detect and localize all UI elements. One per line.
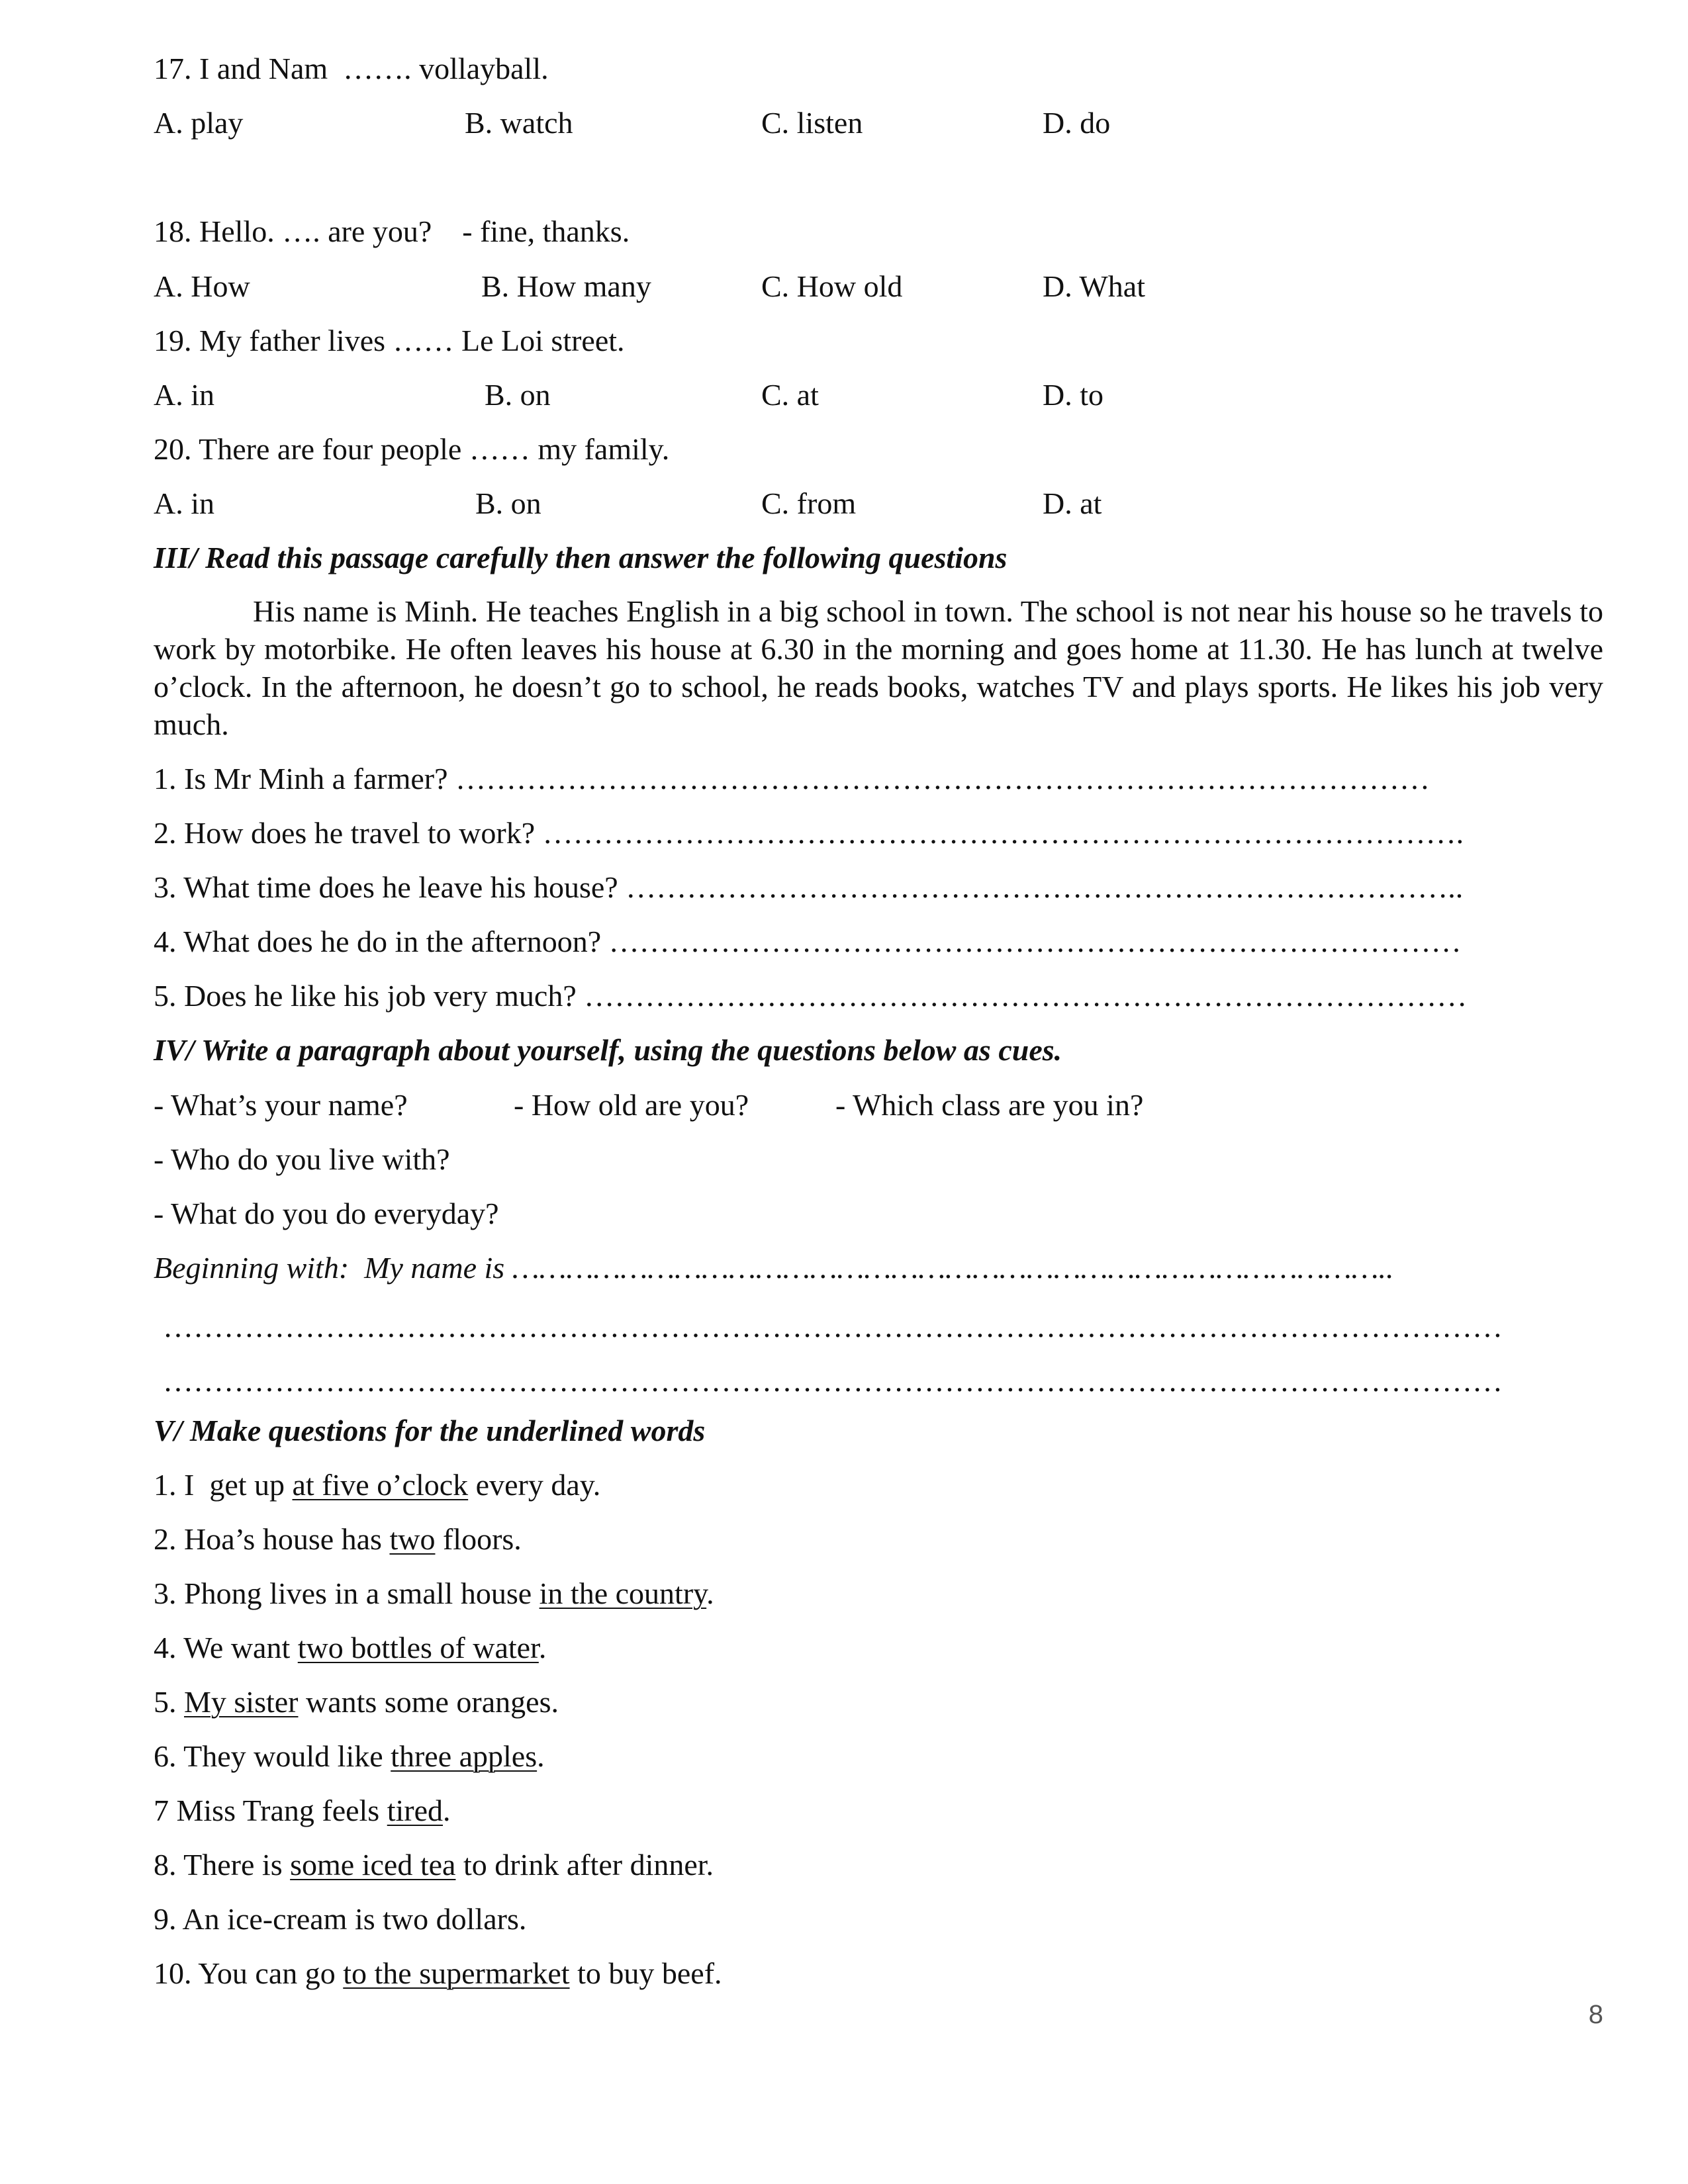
q20-option-a: A. in (154, 486, 214, 520)
q19-option-a: A. in (154, 378, 214, 412)
q20-option-b: B. on (475, 486, 541, 520)
writing-line-1: …………………………………………………………………………………………………………………… (163, 1310, 1503, 1343)
transform-item-4: 4. We want two bottles of water. (154, 1631, 547, 1664)
cue-live-with: - Who do you live with? (154, 1142, 450, 1176)
reading-question-3: 3. What time does he leave his house? ……………………………………………………………………….. (154, 870, 1464, 904)
underlined-phrase: two bottles of water (297, 1631, 539, 1664)
cue-class: - Which class are you in? (835, 1088, 1144, 1122)
q20-option-c: C. from (761, 486, 857, 520)
q17-option-b: B. watch (465, 106, 573, 140)
underlined-phrase: some iced tea (290, 1848, 456, 1882)
section-iii-heading: III/ Read this passage carefully then answer the following questions (154, 541, 1008, 574)
q18-option-a: A. How (154, 269, 250, 303)
section-v-heading: V/ Make questions for the underlined words (154, 1414, 706, 1447)
reading-question-5: 5. Does he like his job very much? …………………………………………………………………………… (154, 979, 1468, 1013)
question-17: 17. I and Nam ……. vollayball. (154, 52, 549, 85)
page-number: 8 (1588, 2000, 1603, 2029)
transform-item-3: 3. Phong lives in a small house in the country. (154, 1576, 714, 1610)
q18-option-d: D. What (1043, 269, 1146, 303)
transform-item-8: 8. There is some iced tea to drink after dinner. (154, 1848, 714, 1882)
transform-item-9: 9. An ice-cream is two dollars. (154, 1902, 527, 1936)
reading-passage: His name is Minh. He teaches English in a big school in town. The school is not near his house so he travels to work by motorbike. He often leaves his house at 6.30 in the morning and goes home at 11.30. He has lunch at twelve o’clock. In the afternoon, he doesn’t go to school, he reads books, watches TV and plays sports. He likes his job very much. (154, 594, 1603, 741)
transform-item-5: 5. My sister wants some oranges. (154, 1685, 559, 1719)
transform-item-1: 1. I get up at five o’clock every day. (154, 1468, 601, 1502)
q19-option-d: D. to (1043, 378, 1103, 412)
transform-item-2: 2. Hoa’s house has two floors. (154, 1522, 522, 1556)
underlined-phrase: in the country (539, 1576, 707, 1610)
question-19: 19. My father lives …… Le Loi street. (154, 324, 625, 357)
question-18: 18. Hello. …. are you? - fine, thanks. (154, 214, 630, 248)
underlined-phrase: tired (387, 1794, 444, 1827)
q19-option-c: C. at (761, 378, 819, 412)
q18-option-b: B. How many (481, 269, 651, 303)
underlined-phrase: My sister (184, 1685, 299, 1719)
q17-option-d: D. do (1043, 106, 1111, 140)
underlined-phrase: to the supermarket (343, 1956, 570, 1990)
underlined-phrase: three apples (391, 1739, 538, 1773)
reading-question-2: 2. How does he travel to work? ………………………………………………………………………………. (154, 816, 1464, 850)
q17-option-c: C. listen (761, 106, 863, 140)
q19-option-b: B. on (485, 378, 551, 412)
writing-beginning: Beginning with: My name is …………………………………………………………………………………….. (154, 1251, 1394, 1285)
reading-question-4: 4. What does he do in the afternoon? ………………………………………………………………………… (154, 925, 1462, 958)
q17-option-a: A. play (154, 106, 244, 140)
transform-item-7: 7 Miss Trang feels tired. (154, 1794, 451, 1827)
cue-name: - What’s your name? (154, 1088, 408, 1122)
section-iv-heading: IV/ Write a paragraph about yourself, using the questions below as cues. (154, 1033, 1062, 1067)
q18-option-c: C. How old (761, 269, 903, 303)
writing-line-2: …………………………………………………………………………………………………………………… (163, 1364, 1503, 1398)
cue-everyday: - What do you do everyday? (154, 1197, 499, 1230)
underlined-phrase: at five o’clock (292, 1468, 469, 1502)
transform-item-6: 6. They would like three apples. (154, 1739, 545, 1773)
cue-age: - How old are you? (514, 1088, 749, 1122)
reading-question-1: 1. Is Mr Minh a farmer? …………………………………………………………………………………… (154, 762, 1430, 796)
question-20: 20. There are four people …… my family. (154, 432, 670, 466)
q20-option-d: D. at (1043, 486, 1102, 520)
underlined-phrase: two (389, 1522, 436, 1556)
transform-item-10: 10. You can go to the supermarket to buy beef. (154, 1956, 722, 1990)
